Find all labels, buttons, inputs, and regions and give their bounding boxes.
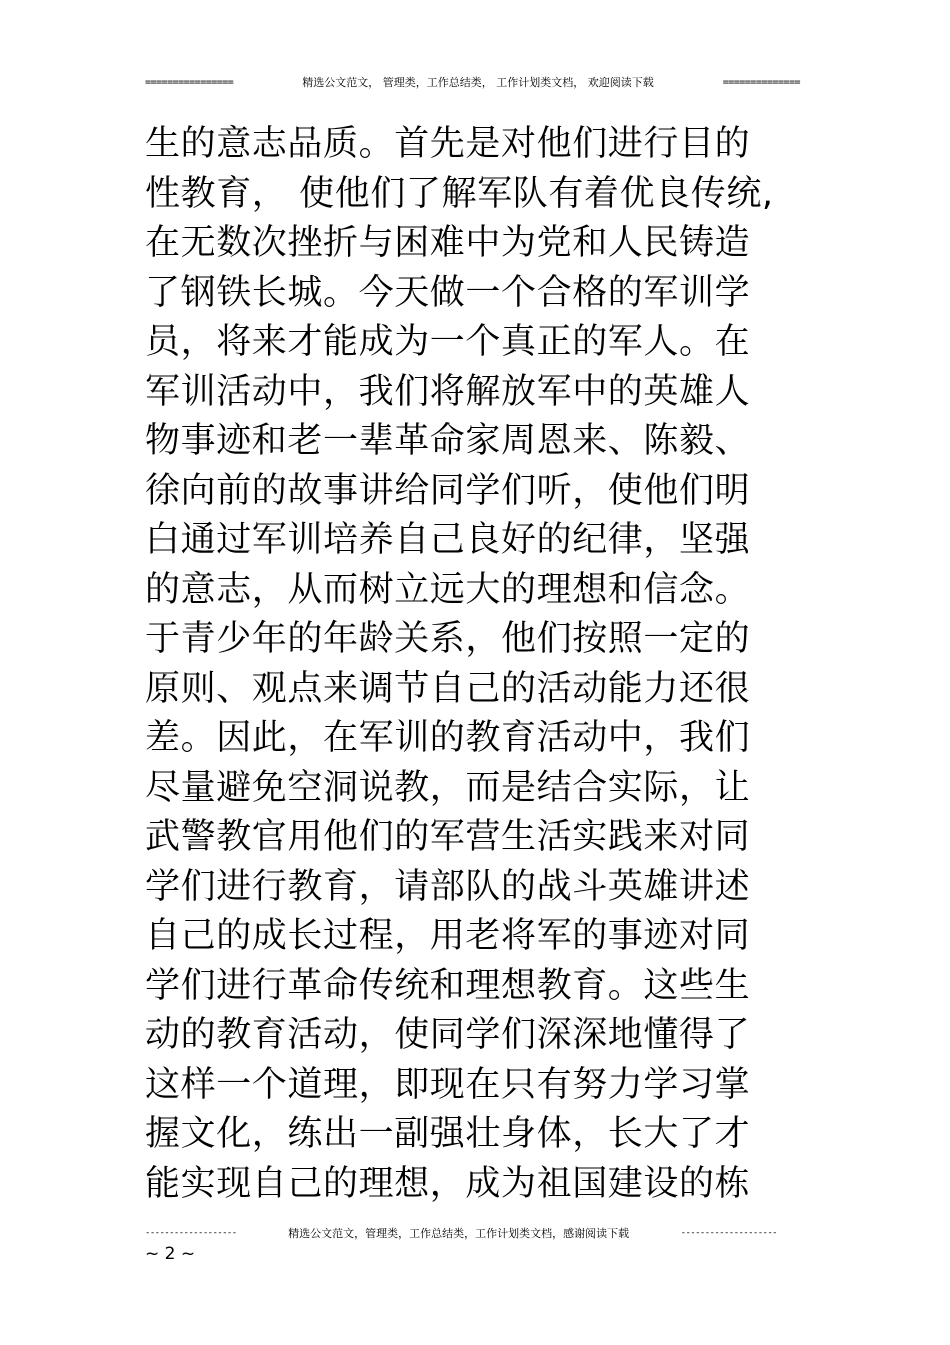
body-line: 军训活动中，我们将解放军中的英雄人 — [145, 371, 751, 412]
body-line: 握文化，练出一副强壮身体，长大了才 — [145, 1114, 751, 1154]
footer-left-dash: ------------------- — [145, 1228, 237, 1238]
page-number: ~ 2 ~ — [145, 1244, 196, 1264]
body-line: 自己的成长过程，用老将军的事迹对同 — [145, 916, 751, 956]
body-line: 学们进行教育，请部队的战斗英雄讲述 — [145, 866, 751, 907]
body-line: 的意志，从而树立远大的理想和信念。 — [145, 569, 751, 610]
body-line: 白通过军训培养自己良好的纪律，坚强 — [145, 520, 751, 560]
body-line: 原则、观点来调节自己的活动能力还很 — [145, 668, 751, 709]
body-line: 性教育， 使他们了解军队有着优良传统, — [145, 173, 774, 214]
page-header — [145, 72, 800, 92]
body-line: 尽量避免空洞说教，而是结合实际，让 — [145, 767, 751, 808]
body-line: 了钢铁长城。今天做一个合格的军训学 — [145, 272, 751, 313]
body-line: 这样一个道理，即现在只有努力学习掌 — [145, 1064, 751, 1105]
footer-right-dash: -------------------- — [680, 1228, 777, 1238]
body-line: 员，将来才能成为一个真正的军人。在 — [145, 322, 751, 362]
body-line: 生的意志品质。首先是对他们进行目的 — [145, 124, 751, 164]
body-line: 徐向前的故事讲给同学们听，使他们明 — [145, 470, 751, 511]
footer-text: 精选公文范文，管理类，工作总结类，工作计划类文档，感谢阅读下载 — [288, 1227, 630, 1240]
body-line: 动的教育活动，使同学们深深地懂得了 — [145, 1015, 751, 1055]
header-left-rule: ================ — [145, 76, 234, 88]
document-body — [145, 120, 774, 1209]
body-line: 差。因此，在军训的教育活动中，我们 — [145, 718, 751, 758]
header-text: 精选公文范文， 管理类，工作总结类， 工作计划类文档， 欢迎阅读下载 — [302, 76, 654, 89]
header-right-rule: ============== — [722, 76, 800, 88]
body-line: 于青少年的年龄关系，他们按照一定的 — [145, 619, 751, 659]
body-line: 武警教官用他们的军营生活实践来对同 — [145, 817, 751, 857]
body-line: 学们进行革命传统和理想教育。这些生 — [145, 965, 751, 1006]
page-footer — [145, 1224, 777, 1242]
body-line: 能实现自己的理想，成为祖国建设的栋 — [145, 1163, 751, 1204]
body-line: 物事迹和老一辈革命家周恩来、陈毅、 — [145, 421, 751, 461]
body-line: 在无数次挫折与困难中为党和人民铸造 — [145, 223, 751, 263]
